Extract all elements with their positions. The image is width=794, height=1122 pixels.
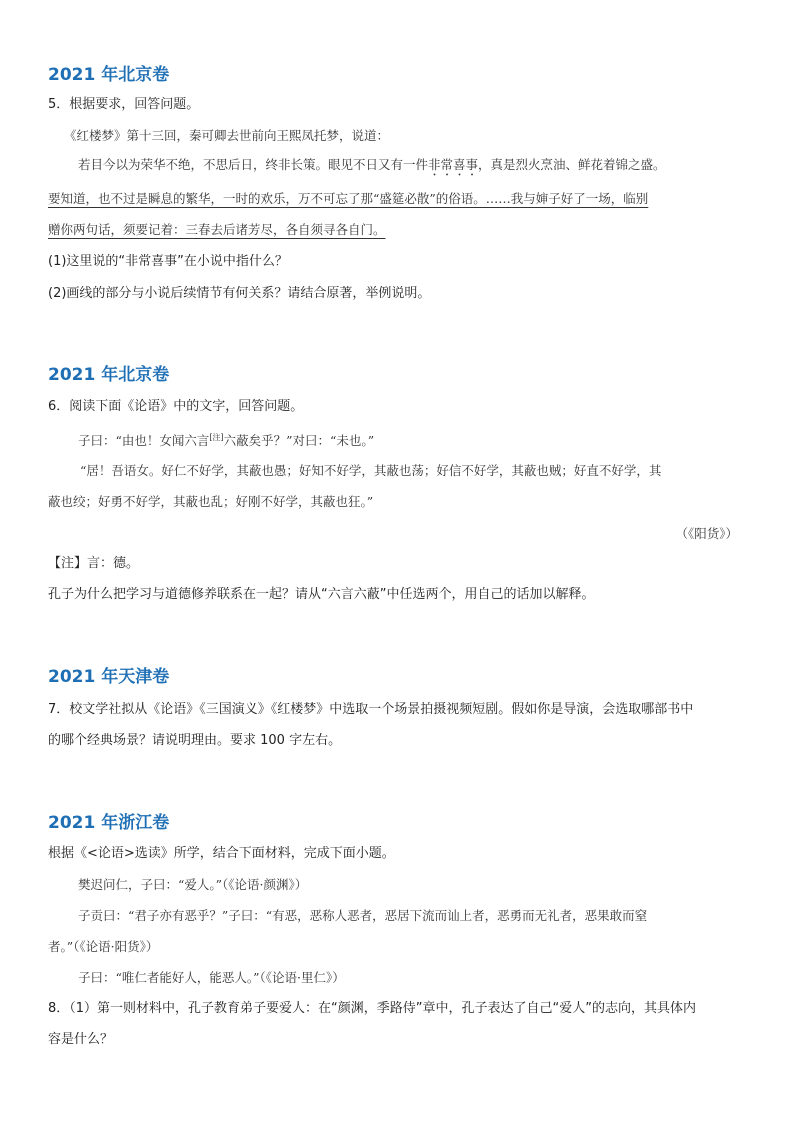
passage-line (78, 430, 374, 449)
material-line: 樊迟问仁，子曰：“爱人。”（《论语·颜渊》） (78, 877, 308, 892)
passage-line (78, 157, 666, 179)
passage-text: 子曰：“由也！女闻六言 (78, 433, 210, 448)
passage-text: 若目今以为荣华不绝，不思后日，终非长策。眼见不日又有一件 (78, 157, 429, 172)
passage-text: ，真是烈火烹油、鲜花着锦之盛。 (478, 157, 666, 172)
section-heading: 2021 年北京卷 (48, 65, 170, 85)
underlined-passage-line: 赠你两句话，须要记着：三春去后诸芳尽，各自须寻各自门。 (48, 222, 386, 237)
question-text: 7．校文学社拟从《论语》《三国演义》《红楼梦》中选取一个场景拍摄视频短剧。假如你是导演，会选取哪部书中 (48, 702, 694, 717)
material-line: 者。”（《论语·阳货》） (48, 939, 159, 954)
sub-question: (1)这里说的“非常喜事”在小说中指什么？ (48, 254, 288, 269)
question-text: 容是什么？ (48, 1032, 114, 1047)
passage-source: （《阳货》） (675, 526, 738, 541)
sub-question: (2)画线的部分与小说后续情节有何关系？请结合原著，举例说明。 (48, 286, 431, 301)
section-heading: 2021 年天津卷 (48, 667, 170, 687)
material-line: 子曰：“唯仁者能好人，能恶人。”（《论语·里仁》） (78, 970, 345, 985)
underlined-passage-line: 要知道，也不过是瞬息的繁华，一时的欢乐，万不可忘了那“盛筵必散”的俗语。……我与婶子好了一场，临别 (48, 191, 649, 206)
question-stem: 5．根据要求，回答问题。 (48, 97, 200, 112)
section-heading: 2021 年浙江卷 (48, 813, 170, 833)
passage-line: “居！吾语女。好仁不好学，其蔽也愚；好知不好学，其蔽也荡；好信不好学，其蔽也贼；好直不好学，其 (80, 463, 662, 478)
passage-line: 蔽也绞；好勇不好学，其蔽也乱；好刚不好学，其蔽也狂。” (48, 494, 374, 509)
footnote-marker: [注] (209, 433, 224, 442)
section-intro: 根据《<论语>选读》所学，结合下面材料，完成下面小题。 (48, 846, 395, 861)
question-text: 8．（1）第一则材料中，孔子教育弟子要爱人：在“颜渊，季路侍”章中，孔子表达了自己“爱人”的志向，其具体内 (48, 1001, 696, 1016)
question-stem: 6．阅读下面《论语》中的文字，回答问题。 (48, 399, 304, 414)
question-text: 孔子为什么把学习与道德修养联系在一起？请从“六言六蔽”中任选两个，用自己的话加以解释。 (48, 587, 595, 602)
question-text: 的哪个经典场景？请说明理由。要求 100 字左右。 (48, 733, 342, 748)
passage-text: 六蔽矣乎？”对曰：“未也。” (223, 433, 375, 448)
footnote: 【注】言：德。 (48, 556, 140, 571)
emphasized-text: 非常喜事 (428, 157, 479, 172)
material-line: 子贡曰：“君子亦有恶乎？”子曰：“有恶，恶称人恶者，恶居下流而讪上者，恶勇而无礼者，恶果敢而窒 (78, 908, 648, 923)
passage-intro: 《红楼梦》第十三回，秦可卿去世前向王熙凤托梦，说道： (64, 128, 390, 143)
section-heading: 2021 年北京卷 (48, 365, 170, 385)
